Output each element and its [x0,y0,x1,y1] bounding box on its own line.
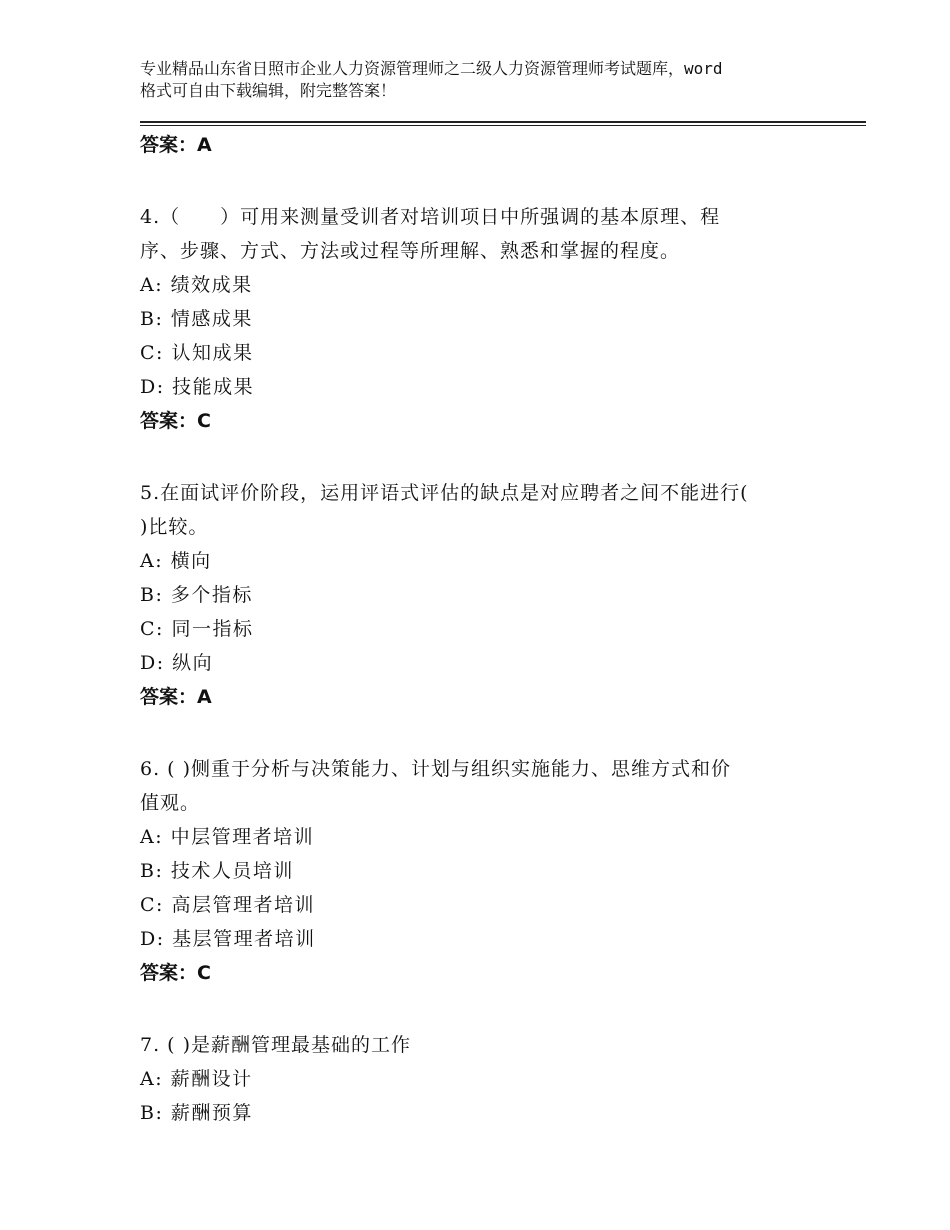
option-b: B: 情感成果 [140,308,253,330]
option-d: D: 技能成果 [140,376,255,398]
answer-label: 答案：A [140,134,212,156]
option-a: A: 绩效成果 [140,274,253,296]
option-c: C: 高层管理者培训 [140,894,315,916]
stem-line: 5.在面试评价阶段，运用评语式评估的缺点是对应聘者之间不能进行( [140,482,749,504]
header-rule-thin [140,125,866,126]
option-c: C: 同一指标 [140,618,254,640]
header-rule-thick [140,121,866,123]
question-list [140,128,820,1130]
option-b: B: 薪酬预算 [140,1102,253,1124]
question-stem [140,476,820,544]
header-line-1: 专业精品山东省日照市企业人力资源管理师之二级人力资源管理师考试题库，word [140,59,723,78]
stem-line: 7. ( )是薪酬管理最基础的工作 [140,1034,412,1056]
answer-label: 答案：A [140,686,212,708]
option-a: A: 中层管理者培训 [140,826,315,848]
stem-line: 序、步骤、方式、方法或过程等所理解、熟悉和掌握的程度。 [140,240,681,262]
stem-line: 值观。 [140,792,201,814]
question-stem [140,752,820,820]
option-b: B: 多个指标 [140,584,253,606]
document-header [140,58,840,102]
stem-line: 4.（ ）可用来测量受训者对培训项日中所强调的基本原理、程 [140,206,721,228]
question-7 [140,1028,820,1130]
answer-label: 答案：C [140,962,211,984]
question-stem [140,1028,820,1062]
header-line-2: 格式可自由下载编辑，附完整答案！ [140,81,397,100]
answer-label: 答案：C [140,410,211,432]
question-4 [140,200,820,438]
stem-line: )比较。 [140,516,209,538]
question-stem [140,200,820,268]
option-a: A: 横向 [140,550,212,572]
question-5 [140,476,820,714]
stem-line: 6. ( )侧重于分析与决策能力、计划与组织实施能力、思维方式和价 [140,758,732,780]
question-6 [140,752,820,990]
option-b: B: 技术人员培训 [140,860,294,882]
option-d: D: 纵向 [140,652,214,674]
option-a: A: 薪酬设计 [140,1068,253,1090]
option-d: D: 基层管理者培训 [140,928,316,950]
option-c: C: 认知成果 [140,342,254,364]
